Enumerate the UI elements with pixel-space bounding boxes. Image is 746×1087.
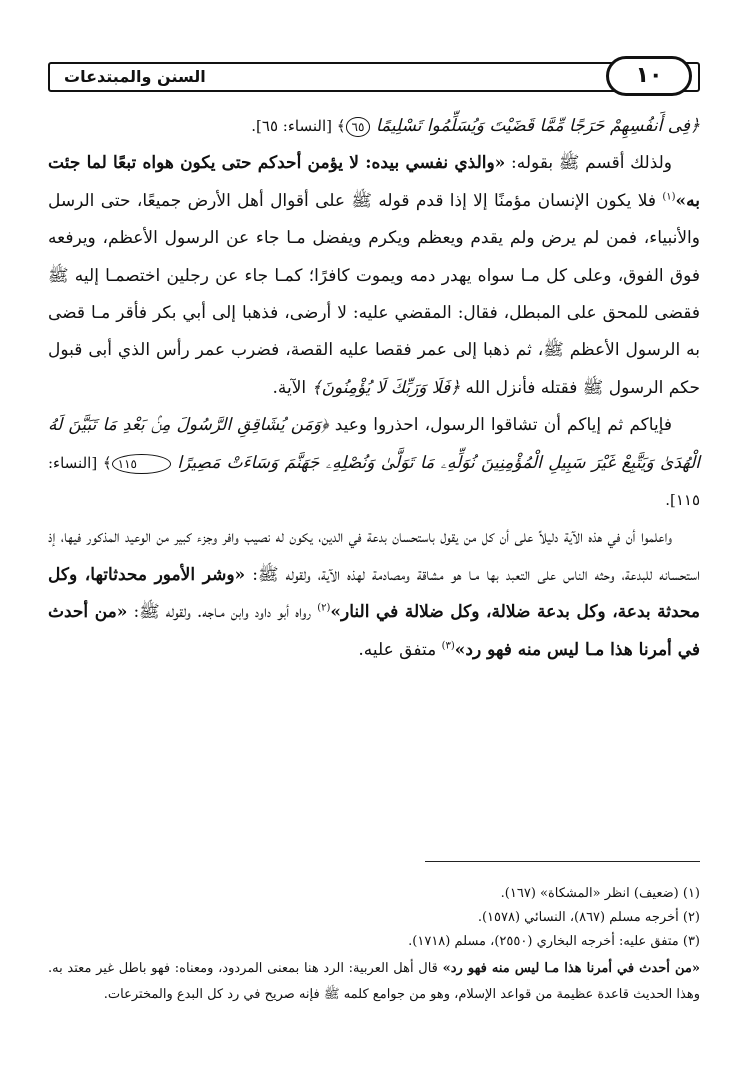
- text-run: رواه أبو داود وابن مـاجه. ولقوله ﷺ:: [127, 602, 318, 623]
- surah-reference: ﴾ [النساء: ١١٥].: [48, 453, 700, 510]
- footnote-commentary: [48, 956, 700, 1008]
- page-header: [48, 56, 700, 96]
- quran-verse: ﴿فَلَا وَرَبِّكَ لَا يُؤْمِنُونَ﴾: [311, 377, 461, 398]
- text-run: فإياكم ثم إياكم أن تشاقوا الرسول، احذروا وعيد: [328, 415, 672, 436]
- footnote-separator: [425, 861, 700, 862]
- text-run: فلا يكون الإنسان مؤمنًا إلا إذا قدم قوله ﷺ على أقوال أهل الأرض جميعًا، حتى الرسل والأنبياء، فمن لم يرض ولم يقدم ويعظم ويكرم ويفضل مـا جاء عن الرسول الأعظم، ويرفعه فوق الفوق، وعلى كل مـا سواه يهدر دمه ويموت كافرًا؛ كمـا جاء عن رجلين اختصمـا إليه ﷺ فقضى للمحق على المبطل، فقال: المقضي عليه: لا أرضى، فذهبا إلى أبي بكر فأقر مـا قضى به الرسول الأعظم ﷺ، ثم ذهبا إلى عمر فقصا عليه القصة، فضرب عمر رأس الذي أبى قبول حكم الرسول ﷺ فقتله فأنزل الله: [48, 190, 700, 398]
- hadith-quote: «والذي نفسي بيده: لا يؤمن أحدكم حتى يكون هواه تبعًا لما جئت به»: [48, 153, 700, 211]
- hadith-quote: «من أحدث في أمرنا هذا مـا ليس منه فهو رد»: [48, 602, 700, 660]
- footnotes: [48, 882, 700, 1008]
- text-run: واعلموا أن في هذه الآية دليلاً على أن كل من يقول باستحسان بدعة في الدين، يكون له نصيب وافر وجزء كبير من الوعيد المذكور فيها، إذ استحسانه للبدعة، وحثه الناس على التعبد بها مـا هو مشاقة ومصادمة لهذه الآية، ولقوله ﷺ:: [48, 527, 700, 585]
- text-run: متفق عليه.: [358, 639, 442, 660]
- paragraph-1: [48, 145, 700, 407]
- running-title: السنن والمبتدعات: [64, 67, 206, 86]
- verse-continuation: [48, 108, 700, 145]
- footnote-2: (٢) أخرجه مسلم (٨٦٧)، النسائي (١٥٧٨).: [477, 910, 700, 925]
- paragraph-2: [48, 407, 700, 519]
- hadith-quote: «وشر الأمور محدثاتها، وكل محدثة بدعة، وكل بدعة ضلالة، وكل ضلالة في النار»: [48, 564, 701, 623]
- text-run: الآية.: [272, 377, 312, 398]
- ayah-number-mark: ٦٥: [346, 117, 371, 137]
- footnote-marker: (١): [662, 191, 676, 203]
- hadith-quote: «من أحدث في أمرنا هذا مـا ليس منه فهو رد»: [442, 961, 700, 976]
- surah-reference: ﴾ [النساء: ٦٥].: [251, 117, 346, 135]
- footnote-marker: (٢): [317, 602, 331, 614]
- page-number-badge: ١٠: [606, 56, 692, 96]
- footnote-marker: (٣): [441, 640, 455, 652]
- footnote-3: (٣) متفق عليه: أخرجه البخاري (٢٥٥٠)، مسلم (١٧١٨).: [408, 934, 700, 949]
- text-run: ولذلك أقسم ﷺ بقوله:: [505, 153, 673, 174]
- paragraph-3: [48, 519, 700, 669]
- ayah-number-mark: ١١٥: [112, 454, 171, 474]
- quran-verse: ﴿وَمَن يُشَاقِقِ الرَّسُولَ مِنۢ بَعْدِ مَا تَبَيَّنَ لَهُ الْهُدَىٰ وَيَتَّبِعْ غَيْرَ سَبِيلِ الْمُؤْمِنِينَ نُوَلِّهِۦ مَا تَوَلَّىٰ وَنُصْلِهِۦ جَهَنَّمَ وَسَاءَتْ مَصِيرًا: [48, 415, 701, 473]
- text-run: قال أهل العربية: الرد هنا بمعنى المردود، ومعناه: فهو باطل غير معتد به. وهذا الحديث قاعدة عظيمة من قواعد الإسلام، وهو من جوامع كلمه ﷺ فإنه صريح في رد كل البدع والمخترعات.: [48, 961, 700, 1002]
- footnote-1: (١) (ضعيف) انظر «المشكاة» (١٦٧).: [500, 886, 700, 901]
- quran-verse: ﴿فِى أَنفُسِهِمْ حَرَجًا مِّمَّا قَضَيْتَ وَيُسَلِّمُوا تَسْلِيمًا: [375, 116, 700, 136]
- main-text: [48, 108, 700, 669]
